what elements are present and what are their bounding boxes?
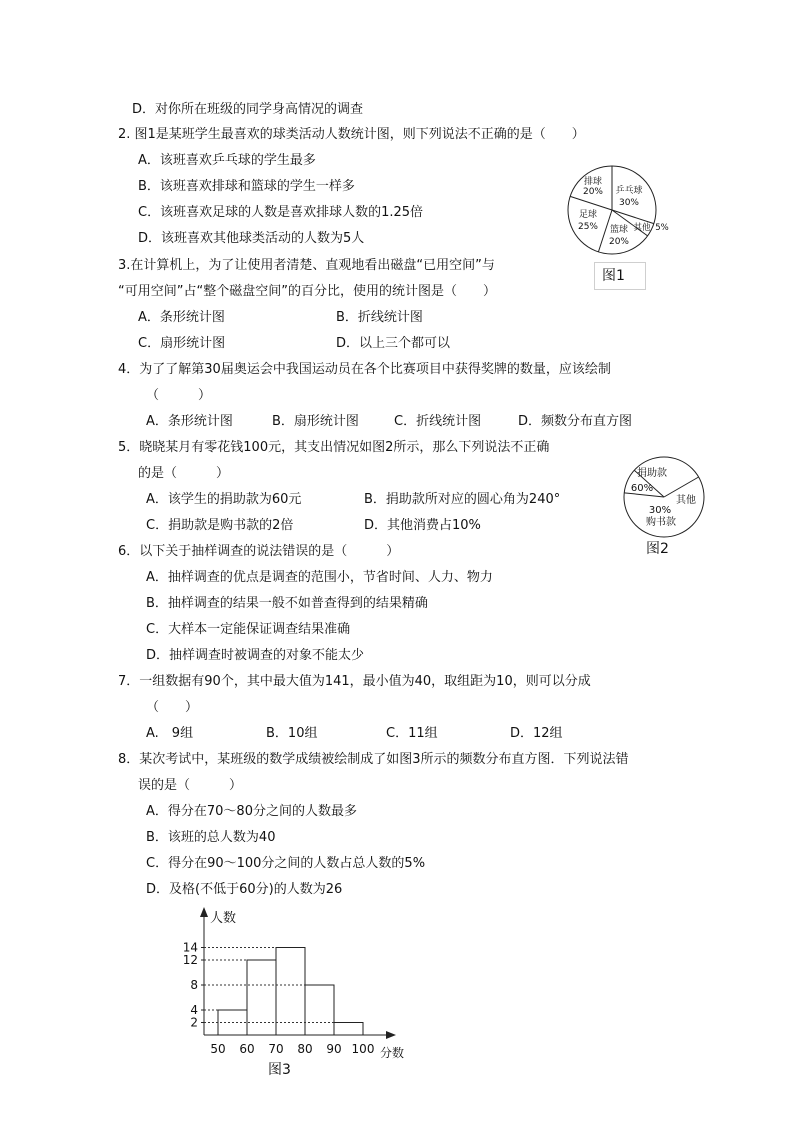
q8-stem-line2: 误的是（ ） <box>138 778 243 793</box>
fig3-xtick-label-100: 100 <box>351 1042 375 1056</box>
q6-option-c: C．大样本一定能保证调查结果准确 <box>146 622 351 637</box>
fig2-pct-goushu: 30% <box>648 505 672 516</box>
q7-option-a: A. 9组 <box>146 726 194 741</box>
q7-answer-blank: （ ） <box>146 700 199 715</box>
fig1-pct-lanqiu: 20% <box>608 237 630 247</box>
fig3-xtick-label-70: 70 <box>268 1042 284 1056</box>
q4-option-d: D．频数分布直方图 <box>518 414 633 429</box>
q5-option-a: A．该学生的捐助款为60元 <box>146 492 302 507</box>
q8-option-d: D．及格(不低于60分)的人数为26 <box>146 882 343 897</box>
fig3-xtick-label-80: 80 <box>297 1042 313 1056</box>
fig3-xtick-label-60: 60 <box>239 1042 255 1056</box>
fig3-ytick-label-4: 4 <box>190 1003 198 1017</box>
fig3-xtick-label-90: 90 <box>326 1042 342 1056</box>
fig1-label-zuqiu: 足球 <box>578 210 598 220</box>
q4-option-c: C．折线统计图 <box>394 414 482 429</box>
q3-option-c: C．扇形统计图 <box>138 336 226 351</box>
q2-option-d: D．该班喜欢其他球类活动的人数为5人 <box>138 231 365 246</box>
fig3-title: 图3 <box>268 1062 291 1078</box>
fig3-xlabel: 分数 <box>380 1046 405 1060</box>
q5-option-d: D．其他消费占10% <box>364 518 481 533</box>
fig2-label-juanzhu: 捐助款 <box>637 468 667 479</box>
fig3-y-axis-arrow <box>200 907 208 917</box>
q3-option-d: D．以上三个都可以 <box>336 336 451 351</box>
fig1-pct-paiqiu: 20% <box>582 187 604 197</box>
q8-stem: 8．某次考试中，某班级的数学成绩被绘制成了如图3所示的频数分布直方图．下列说法错 <box>118 752 629 767</box>
fig3-ytick-label-14: 14 <box>182 940 198 955</box>
q8-option-a: A．得分在70～80分之间的人数最多 <box>146 804 357 819</box>
q2-option-b: B．该班喜欢排球和篮球的学生一样多 <box>138 179 355 194</box>
q7-option-d: D．12组 <box>510 726 563 741</box>
fig3-ytick-label-12: 12 <box>182 953 198 967</box>
fig1-label-qita: 其他 <box>633 223 651 233</box>
fig2-caption: 图2 <box>646 541 669 557</box>
q1-option-d: D．对你所在班级的同学身高情况的调查 <box>132 102 364 117</box>
q3-stem-line1: 3.在计算机上，为了让使用者清楚、直观地看出磁盘“已用空间”与 <box>118 258 495 273</box>
fig1-label-lanqiu: 篮球 <box>609 225 629 235</box>
fig3-xtick-label-50: 50 <box>210 1042 226 1056</box>
q6-option-b: B．抽样调查的结果一般不如普查得到的结果精确 <box>146 596 428 611</box>
q5-stem-line2: 的是（ ） <box>138 466 230 481</box>
fig3-x-axis-arrow <box>386 1031 396 1039</box>
fig3-ylabel: 人数 <box>210 911 237 926</box>
q6-stem: 6．以下关于抽样调查的说法错误的是（ ） <box>118 544 400 559</box>
fig1-pct-pingpang: 30% <box>618 198 640 208</box>
q5-stem: 5．晓晓某月有零花钱100元，其支出情况如图2所示，那么下列说法不正确 <box>118 440 550 455</box>
q6-option-d: D．抽样调查时被调查的对象不能太少 <box>146 648 365 663</box>
fig1-caption: 图1 <box>602 268 625 284</box>
fig1-label-paiqiu: 排球 <box>583 177 603 187</box>
fig2-label-qita: 其他 <box>676 495 696 506</box>
fig2-pct-juanzhu: 60% <box>630 483 654 494</box>
q8-option-b: B．该班的总人数为40 <box>146 830 276 845</box>
fig1-pct-qita: 5% <box>655 223 669 233</box>
q5-option-b: B．捐助款所对应的圆心角为240° <box>364 492 561 507</box>
q4-answer-blank: （ ） <box>146 388 212 403</box>
fig3-ytick-label-8: 8 <box>190 978 198 992</box>
fig3-bar-70-80 <box>276 948 305 1036</box>
q2-option-a: A．该班喜欢乒乓球的学生最多 <box>138 153 316 168</box>
q2-stem: 2. 图1是某班学生最喜欢的球类活动人数统计图，则下列说法不正确的是（ ） <box>118 127 585 142</box>
q5-option-c: C．捐助款是购书款的2倍 <box>146 518 294 533</box>
q3-option-a: A．条形统计图 <box>138 310 225 325</box>
q2-option-c: C．该班喜欢足球的人数是喜欢排球人数的1.25倍 <box>138 205 424 220</box>
fig3-bar-80-90 <box>305 985 334 1035</box>
q4-stem: 4．为了了解第30届奥运会中我国运动员在各个比赛项目中获得奖牌的数量，应该绘制 <box>118 362 611 377</box>
q4-option-b: B．扇形统计图 <box>272 414 359 429</box>
fig3-ytick-label-2: 2 <box>190 1015 198 1030</box>
q6-option-a: A．抽样调查的优点是调查的范围小，节省时间、人力、物力 <box>146 570 493 585</box>
fig1-label-pingpang: 乒乓球 <box>615 186 643 196</box>
fig3-bar-90-100 <box>334 1023 363 1036</box>
q7-option-c: C．11组 <box>386 726 438 741</box>
fig3-bar-60-70 <box>247 960 276 1035</box>
fig2-label-goushu: 购书款 <box>646 517 676 528</box>
fig1-pct-zuqiu: 25% <box>577 222 599 232</box>
q7-option-b: B．10组 <box>266 726 318 741</box>
q3-option-b: B．折线统计图 <box>336 310 423 325</box>
q7-stem: 7．一组数据有90个，其中最大值为141，最小值为40，取组距为10，则可以分成 <box>118 674 591 689</box>
q4-option-a: A．条形统计图 <box>146 414 233 429</box>
q8-option-c: C．得分在90～100分之间的人数占总人数的5% <box>146 856 426 871</box>
q3-stem-line2: “可用空间”占“整个磁盘空间”的百分比，使用的统计图是（ ） <box>118 284 496 299</box>
